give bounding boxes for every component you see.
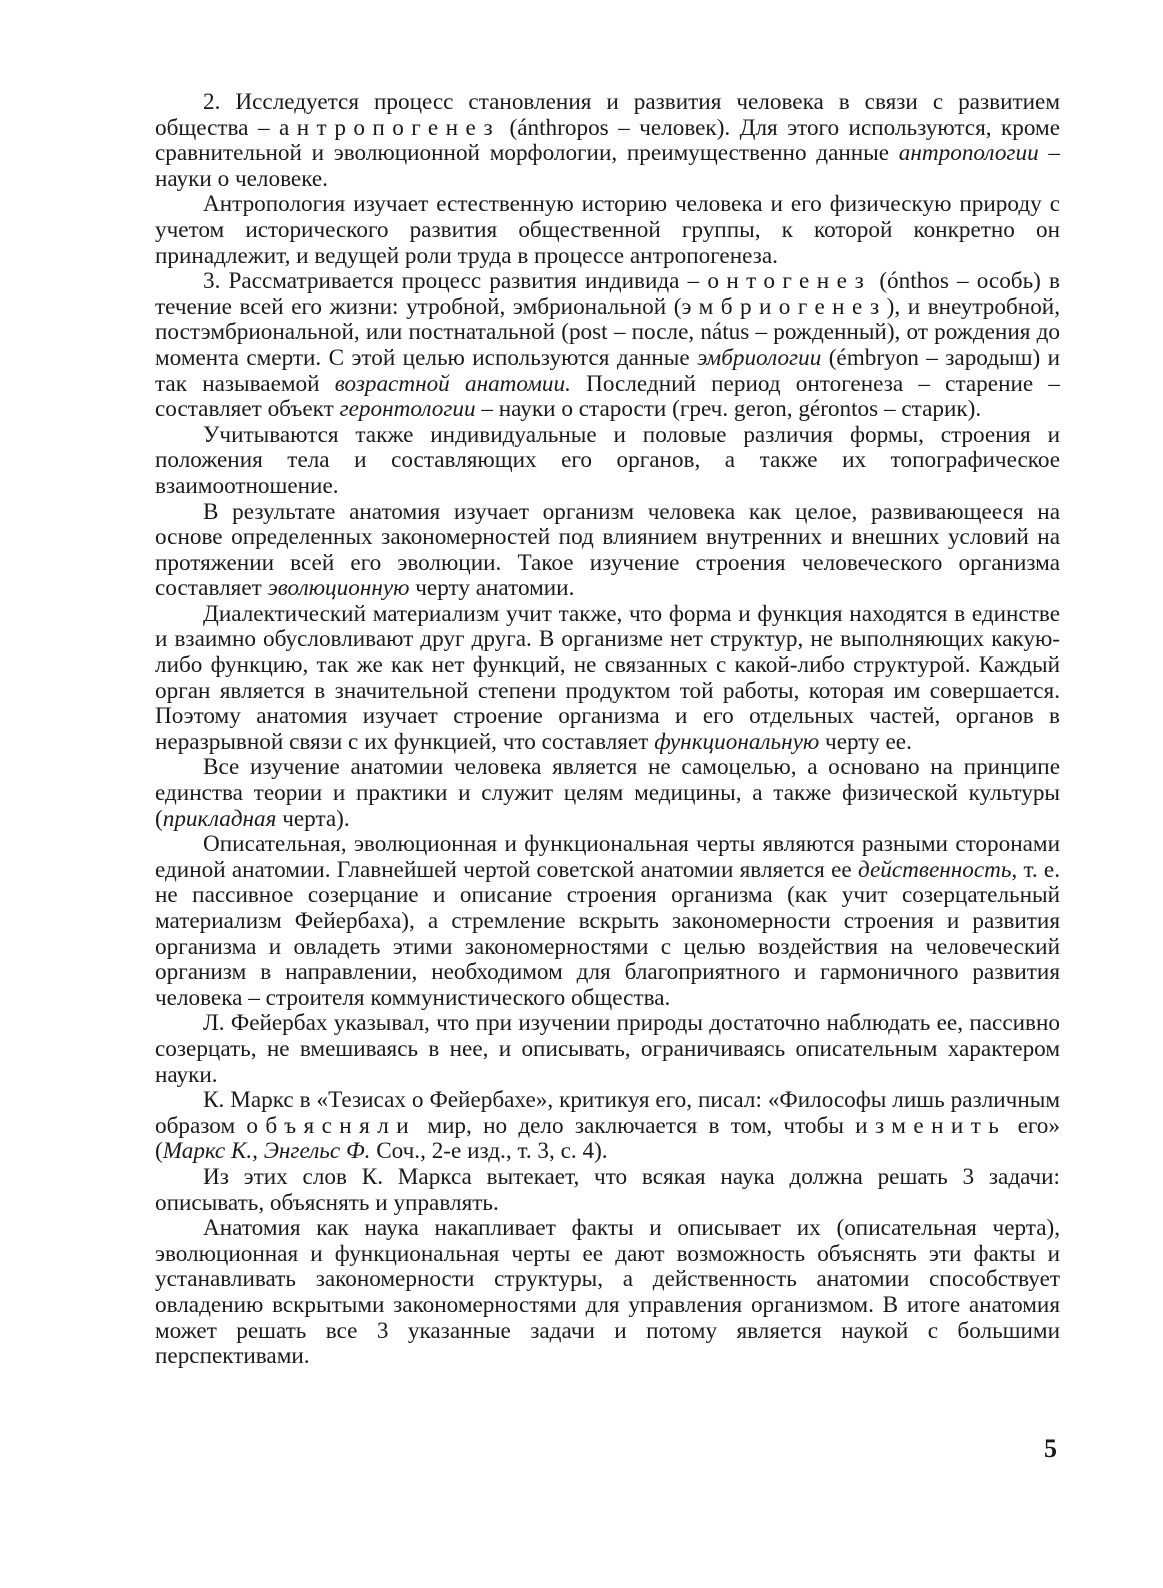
italic-term: геронтологии [339,396,476,423]
text-run: его» ( [155,1112,1060,1165]
paragraph [155,1011,1060,1088]
italic-term: эволюционную [267,575,410,602]
text-run: – науки о старости (греч. geron, gérontos – старик). [475,396,982,423]
text-run: Соч., 2-е изд., т. 3, с. 4). [370,1138,608,1165]
page-number: 5 [1044,1434,1057,1463]
text-run: (ánthropos – человек). Для этого используются, кроме сравнительной и эволюционной морфологии, преимущественно данные [155,114,1060,167]
paragraph [155,832,1060,1011]
italic-term: возрастной анатомии. [334,370,571,397]
text-run: 2. Исследуется процесс становления и развития человека в связи с развитием общества – [155,89,1060,141]
italic-term: эмбриологии [697,344,822,371]
paragraph [155,1165,1060,1216]
text-run: (émbryon – зародыш) и так называемой [155,344,1061,397]
paragraph [155,90,1060,192]
text-run: – науки о человеке. [155,140,1061,192]
italic-term: прикладная [162,805,277,832]
paragraph [155,423,1060,500]
text-run: т. е. не пассивное созерцание и описание строения организма (как учит созерцательный материализм Фейербаха), а стремление вскрыть закономерности строения и развития организма и овладеть этими закономерностями с целью воздействия на человеческий организм в направлении, необходимом для благоприятного и гармоничного развития человека – строителя коммунистического общества. [155,856,1060,1011]
text-run: черту анатомии. [409,575,575,602]
italic-term: действенность, [857,856,1018,883]
text-run: Все изучение анатомии человека является не самоцелью, а основано на принципе единства теории и практики и служит целям медицины, а также физической культуры ( [155,754,1060,832]
spaced-term: онтогенез [707,268,872,295]
text-run: Анатомия как наука накапливает факты и описывает их (описательная черта), эволюционная и функциональная черты ее дают возможность объяснять эти факты и устанавливать закономерности структуры, а действенность анатомии способствует овладению вскрытыми закономерностями для управления организмом. В итоге анатомия может решать все 3 указанные задачи и потому является наукой с большими перспективами. [155,1215,1060,1370]
body-text [155,90,1060,1370]
text-run: В результате анатомия изучает организм человека как целое, развивающееся на основе определенных закономерностей под влиянием внутренних и внешних условий на протяжении всей его эволюции. Такое изучение строения человеческого организма составляет [155,498,1060,602]
italic-term: Маркс К., Энгельс Ф. [162,1138,371,1165]
paragraph [155,602,1060,756]
spaced-term: эмбриогенез [681,293,887,320]
text-run: Диалектический материализм учит также, что форма и функция находятся в единстве и взаимно обусловливают друг друга. В организме нет структур, не выполняющих какую-либо функцию, так же как нет функций, не связанных с какой-либо структурой. Каждый орган является в значительной степени продуктом той работы, которая им совершается. Поэтому анатомия изучает строение организма и его отдельных частей, органов в неразрывной связи с их функцией, что составляет [155,600,1060,755]
text-run: черту ее. [819,728,912,755]
paragraph [155,192,1060,269]
text-run: Последний период онтогенеза – старение – составляет объект [155,370,1060,423]
spaced-term: антропогенез [279,114,501,141]
text-run: К. Маркс в «Тезисах о Фейербахе», критикуя его, писал: «Философы лишь различным образом [155,1087,1060,1139]
text-run: ), и внеутробной, постэмбриональной, или постнатальной (post – после, nátus – рожденный), от рождения до момента смерти. С этой целью используются данные [155,293,1060,371]
text-run: Л. Фейербах указывал, что при изучении природы достаточно наблюдать ее, пассивно созерцать, не вмешиваясь в нее, и описывать, ограничиваясь описательным характером науки. [155,1010,1060,1088]
italic-term: антропологии [898,140,1039,167]
text-run: Из этих слов К. Маркса вытекает, что всякая наука должна решать 3 задачи: описывать, объяснять и управлять. [155,1163,1060,1216]
spaced-term: изменить [855,1112,1007,1139]
text-run: Описательная, эволюционная и функциональная черты являются разными сторонами единой анатомии. Главнейшей чертой советской анатомии является ее [155,831,1060,883]
paragraph [155,1216,1060,1370]
text-run: черта). [276,805,350,832]
text-run: Учитываются также индивидуальные и половые различия формы, строения и положения тела и составляющих его органов, а также их топографическое взаимоотношение. [155,421,1060,499]
italic-term: функциональную [654,728,820,755]
paragraph [155,500,1060,602]
text-run: мир, но дело заключается в том, чтобы [416,1112,856,1139]
paragraph [155,269,1060,423]
text-run: 3. Рассматривается процесс развития индивида – [203,268,708,295]
paragraph [155,1088,1060,1165]
paragraph [155,755,1060,832]
text-run: Антропология изучает естественную историю человека и его физическую природу с учетом исторического развития общественной группы, к которой конкретно он принадлежит, и ведущей роли труда в процессе антропогенеза. [155,191,1060,269]
text-run: (ónthos – особь) в течение всей его жизни: утробной, эмбриональной ( [155,268,1060,320]
spaced-term: объясняли [246,1112,417,1139]
